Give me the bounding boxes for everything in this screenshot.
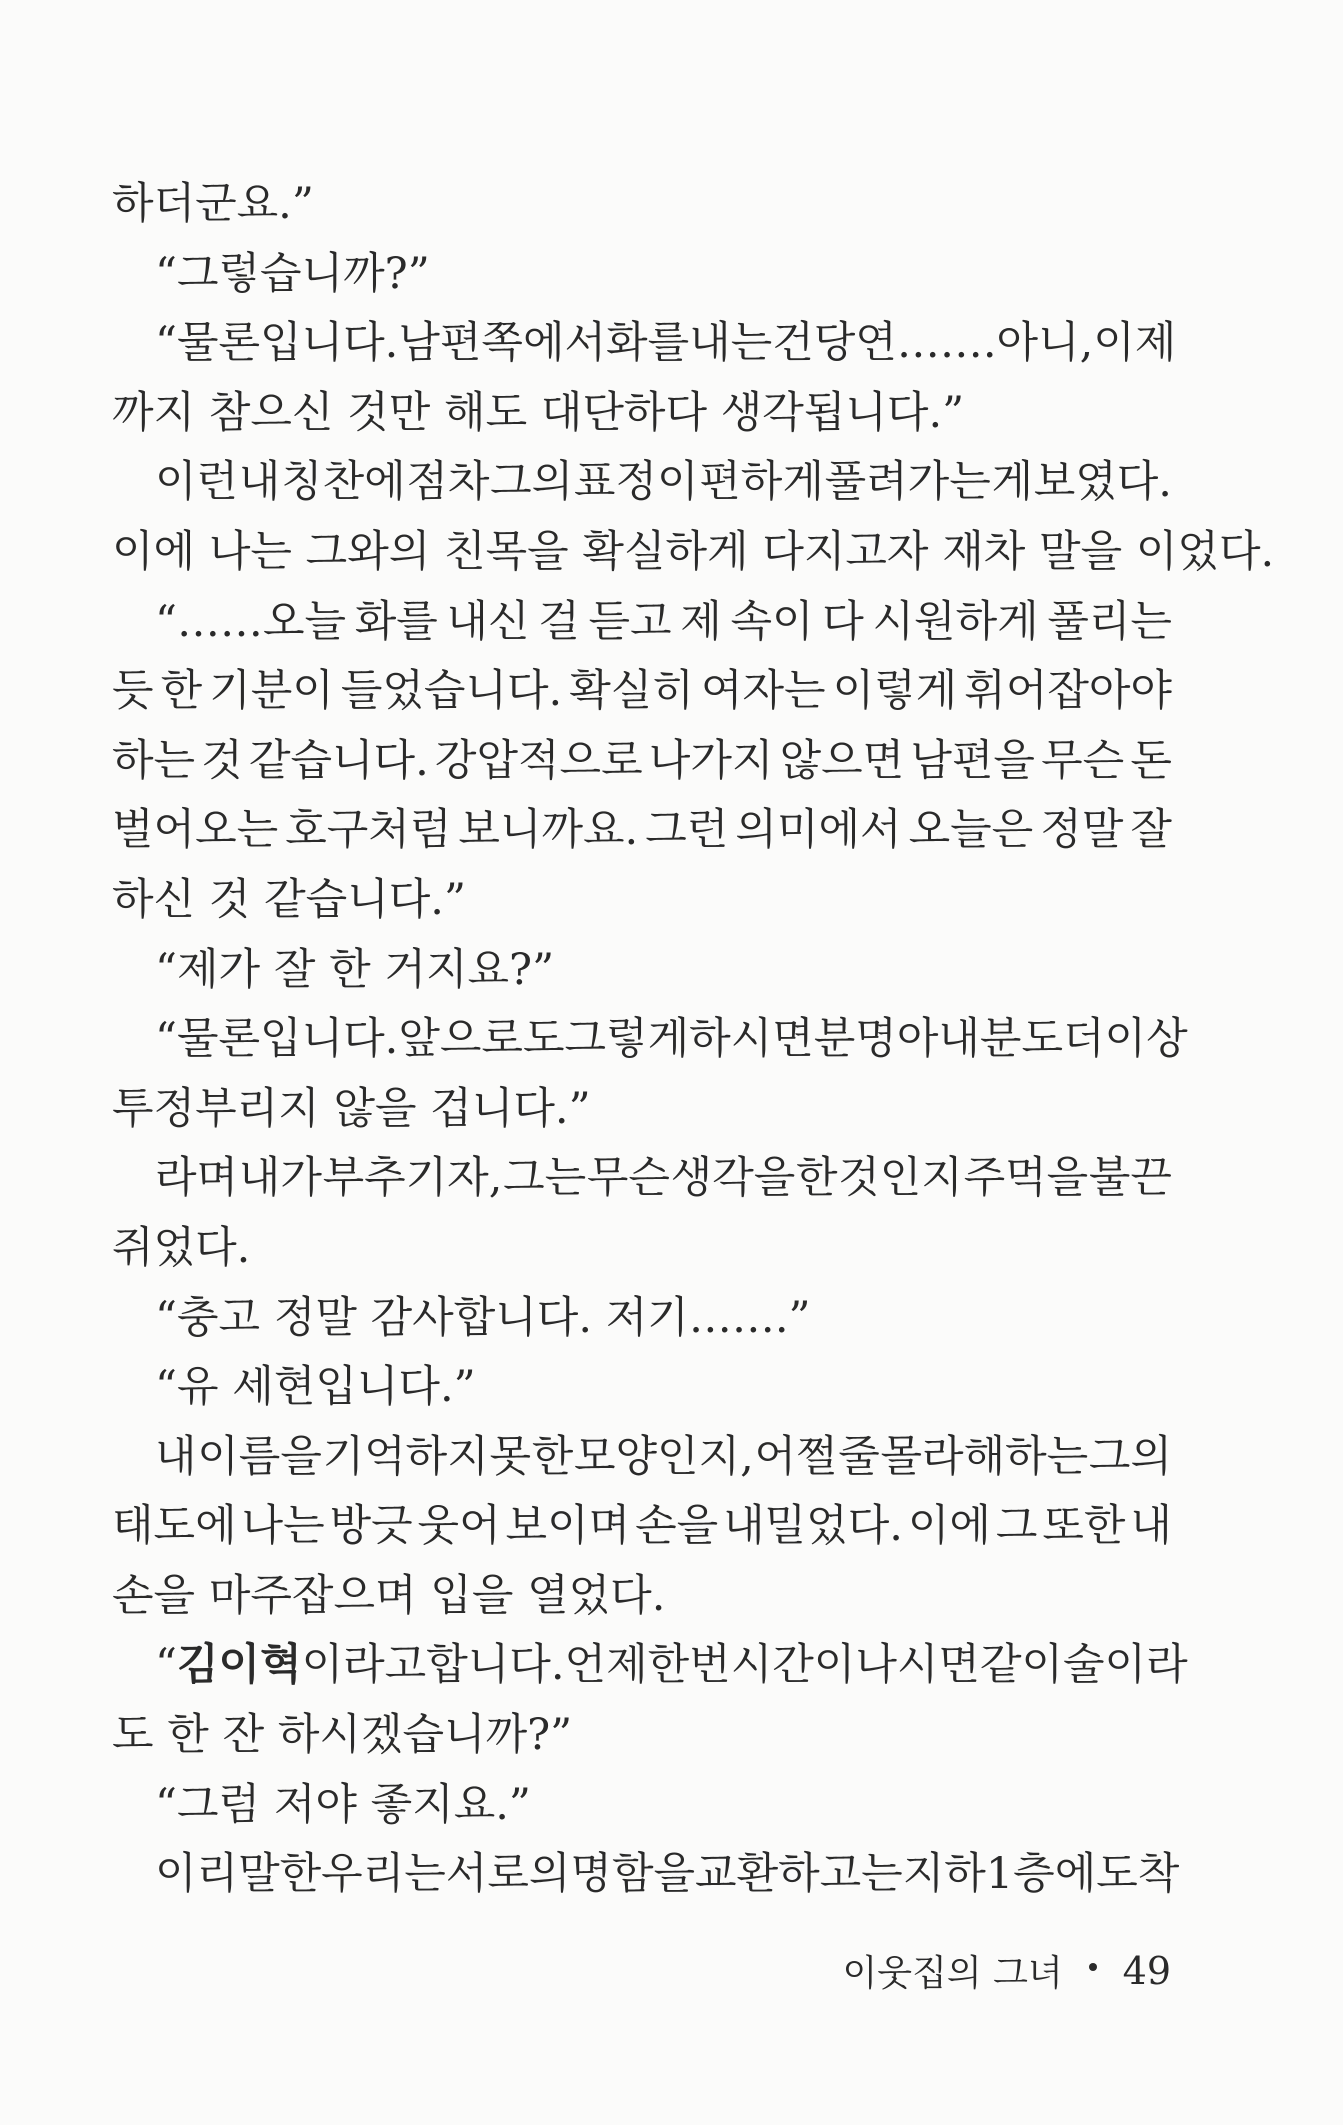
text-line: 하더군요.”	[112, 179, 314, 229]
text-line: 라며 내가 부추기자, 그는 무슨 생각을 한 것인지 주먹을 불끈	[155, 1153, 1172, 1204]
body-text	[112, 170, 1275, 1910]
text-line: 이리 말한 우리는 서로의 명함을 교환하고는 지하 1층에 도착	[155, 1849, 1180, 1900]
text-line: “유 세현입니다.”	[155, 1362, 476, 1413]
text-line: 하신 것 같습니다.”	[112, 874, 466, 925]
text-line: 내 이름을 기억하지 못 한 모양인지, 어쩔 줄 몰라해하는 그의	[155, 1431, 1172, 1482]
text-line: 태도에 나는 방긋 웃어 보이며 손을 내밀었다. 이에 그 또한 내	[112, 1501, 1172, 1552]
text-line: 쥐었다.	[112, 1222, 251, 1273]
text-line: 도 한 잔 하시겠습니까?”	[112, 1710, 573, 1761]
running-title: 이웃집의 그녀	[842, 1953, 1063, 1994]
text-line: “……오늘 화를 내신 걸 듣고 제 속이 다 시원하게 풀리는	[155, 596, 1172, 647]
text-line: 이에 나는 그와의 친목을 확실하게 다지고자 재차 말을 이었다.	[112, 526, 1275, 577]
text-line: 손을 마주잡으며 입을 열었다.	[112, 1570, 666, 1621]
text-line: “물론입니다. 앞으로도 그렇게 하시면 분명 아내 분도 더 이상	[155, 1014, 1188, 1065]
text-line: “그럼 저야 좋지요.”	[155, 1779, 531, 1830]
text-line: 벌어오는 호구처럼 보니까요. 그런 의미에서 오늘은 정말 잘	[112, 805, 1172, 856]
text-line: “물론입니다. 남편 쪽에서 화를 내는 건 당연……. 아니, 이제	[155, 318, 1177, 369]
running-footer	[843, 1945, 1171, 1996]
text-line: “김 이혁이라고 합니다. 언제 한번 시간이 나시면 같이 술이라	[155, 1640, 1188, 1691]
text-line: “제가 잘 한 거지요?”	[155, 944, 555, 995]
text-line: 이런 내 칭찬에 점차 그의 표정이 편하게 풀려가는 게 보였다.	[155, 457, 1172, 508]
text-line: 투정부리지 않을 겁니다.”	[112, 1083, 591, 1134]
text-line: “그렇습니까?”	[155, 248, 430, 299]
text-line: 까지 참으신 것만 해도 대단하다 생각됩니다.”	[112, 387, 965, 438]
text-line: 하는 것 같습니다. 강압적으로 나가지 않으면 남편을 무슨 돈	[112, 735, 1172, 786]
text-line: 듯 한 기분이 들었습니다. 확실히 여자는 이렇게 휘어잡아야	[112, 666, 1172, 717]
page-number: 49	[1122, 1948, 1171, 1993]
separator-dot-icon	[1089, 1963, 1097, 1971]
text-line: “충고 정말 감사합니다. 저기…….”	[155, 1292, 811, 1343]
